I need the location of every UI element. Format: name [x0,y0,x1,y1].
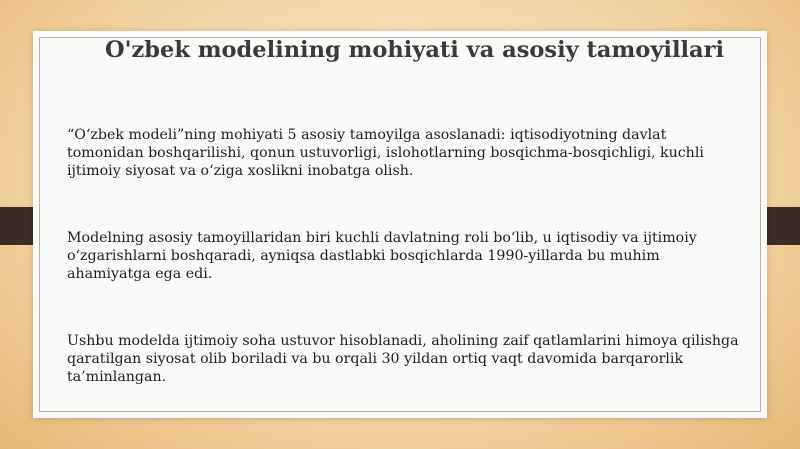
paragraph-principles: “O‘zbek modeli”ning mohiyati 5 asosiy tamoyilga asoslanadi: iqtisodiyotning davlat tomonidan boshqarilishi, qonun ustuvorligi, islohotlarning bosqichma-bosqichligi, kuchli ijtimoiy siyosat va o‘ziga xoslikni inobatga olish. [67,127,704,179]
paragraph-social-policy: Ushbu modelda ijtimoiy soha ustuvor hisoblanadi, aholining zaif qatlamlarini himoya qilishga qaratilgan siyosat olib boriladi va bu orqali 30 yildan ortiq vaqt davomida barqarorlik ta’minlangan. [67,333,739,385]
slide-card [33,31,767,418]
slide-title: O'zbek modelining mohiyati va asosiy tamoyillari [105,37,725,63]
paragraph-strong-state: Modelning asosiy tamoyillaridan biri kuchli davlatning roli bo‘lib, u iqtisodiy va ijtimoiy o‘zgarishlarni boshqaradi, ayniqsa dastlabki bosqichlarda 1990-yillarda bu muhim ahamiyatga ega edi. [67,230,697,282]
